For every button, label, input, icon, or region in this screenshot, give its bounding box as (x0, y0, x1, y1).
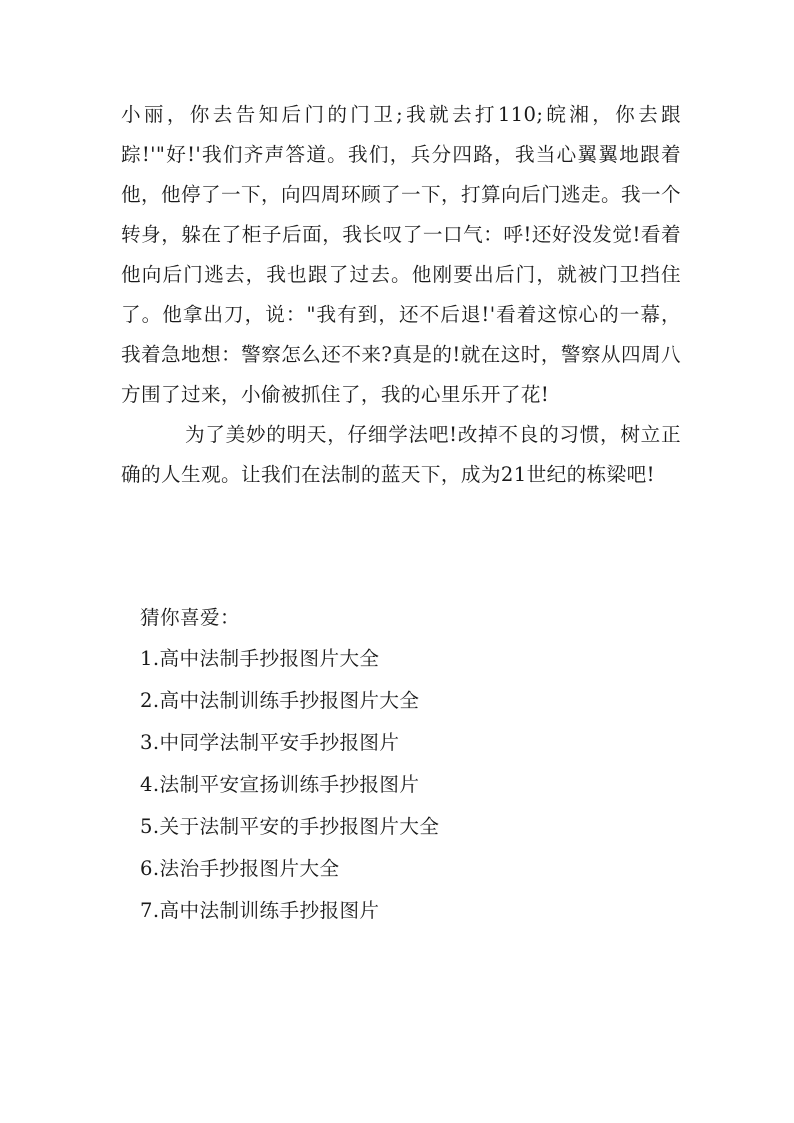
related-link-3[interactable]: 3.中同学法制平安手抄报图片 (140, 731, 400, 754)
conclusion-paragraph: 为了美妙的明天，仔细学法吧!改掉不良的习惯，树立正确的人生观。让我们在法制的蓝天下，成为21世纪的栋梁吧! (121, 423, 681, 486)
related-link-7[interactable]: 7.高中法制训练手抄报图片 (140, 899, 380, 922)
related-link-1[interactable]: 1.高中法制手抄报图片大全 (140, 647, 380, 670)
related-link-5[interactable]: 5.关于法制平安的手抄报图片大全 (140, 815, 440, 838)
related-articles (140, 598, 680, 932)
related-list (140, 638, 680, 932)
article-body (121, 95, 681, 495)
related-link-4[interactable]: 4.法制平安宣扬训练手抄报图片 (140, 773, 420, 796)
story-paragraph: 小丽，你去告知后门的门卫;我就去打110;皖湘，你去跟踪!'"好!'我们齐声答道。我们，兵分四路，我当心翼翼地跟着他，他停了一下，向四周环顾了一下，打算向后门逃走。我一个转身，躲在了柜子后面，我长叹了一口气：呼!还好没发觉!看着他向后门逃去，我也跟了过去。他刚要出后门，就被门卫挡住了。他拿出刀，说："我有到，还不后退!'看着这惊心的一幕，我着急地想：警察怎么还不来?真是的!就在这时，警察从四周八方围了过来，小偷被抓住了，我的心里乐开了花! (121, 103, 681, 406)
related-link-6[interactable]: 6.法治手抄报图片大全 (140, 857, 340, 880)
related-heading: 猜你喜爱： (140, 606, 240, 629)
related-link-2[interactable]: 2.高中法制训练手抄报图片大全 (140, 689, 420, 712)
